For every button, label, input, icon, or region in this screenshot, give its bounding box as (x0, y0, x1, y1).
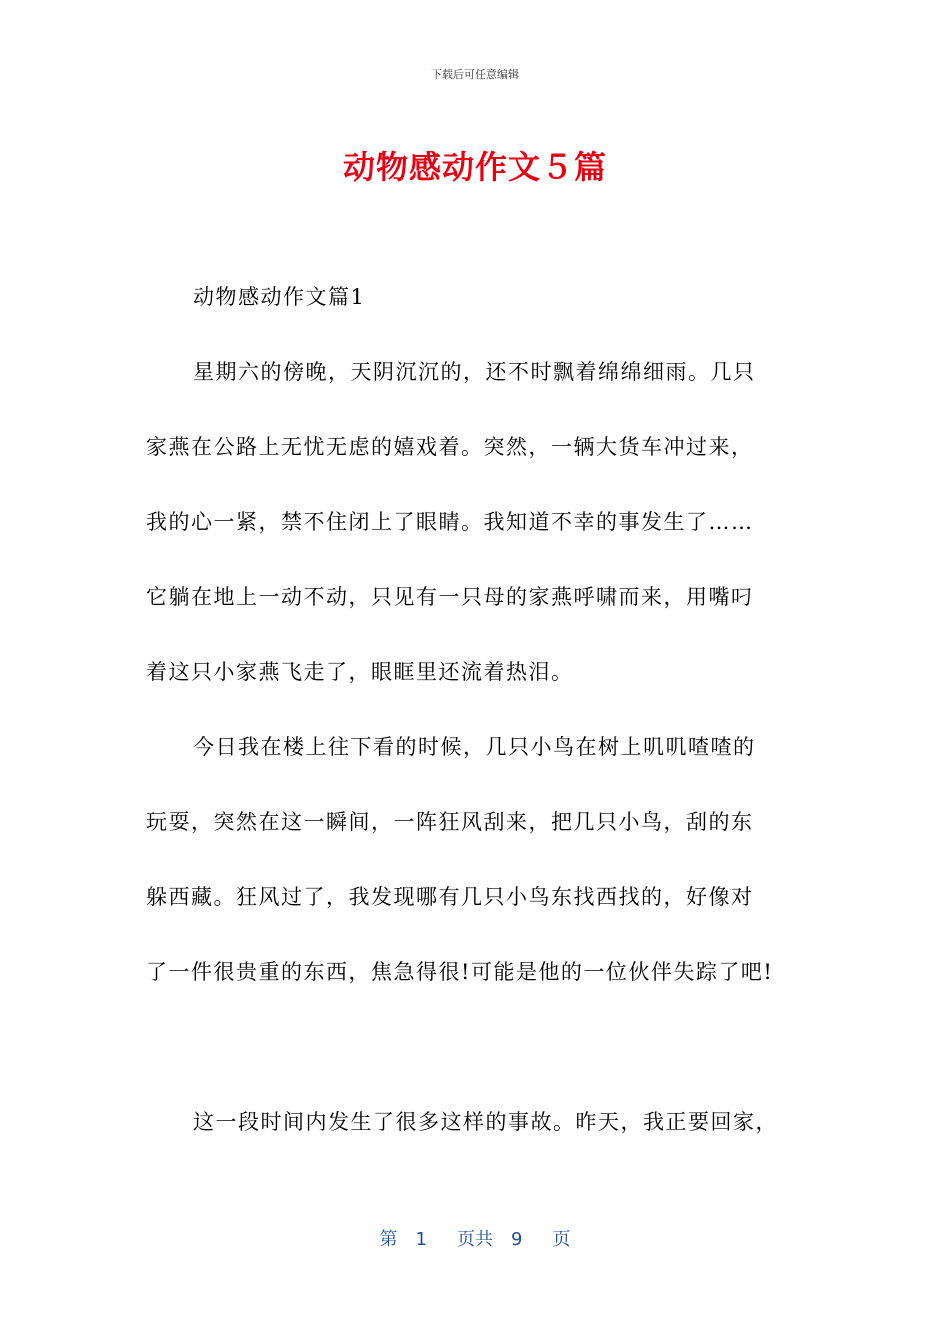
body-line: 它躺在地上一动不动，只见有一只母的家燕呼啸而来，用嘴叼 (146, 585, 754, 609)
footer-prefix: 第 (379, 1229, 398, 1250)
footer-page-number: 1 (415, 1229, 427, 1250)
body-line: 着这只小家燕飞走了，眼眶里还流着热泪。 (146, 660, 574, 684)
body-line: 家燕在公路上无忧无虑的嬉戏着。突然，一辆大货车冲过来， (146, 435, 754, 459)
header-note: 下载后可任意编辑 (431, 68, 519, 81)
body-line: 动物感动作文篇1 (193, 285, 366, 309)
document-body (146, 260, 806, 1160)
body-line: 这一段时间内发生了很多这样的事故。昨天，我正要回家， (193, 1110, 778, 1134)
body-line: 了一件很贵重的东西，焦急得很!可能是他的一位伙伴失踪了吧! (146, 960, 774, 984)
body-line (146, 1010, 806, 1085)
body-line: 今日我在楼上往下看的时候，几只小鸟在树上叽叽喳喳的 (193, 735, 756, 759)
body-line: 我的心一紧，禁不住闭上了眼睛。我知道不幸的事发生了…… (146, 510, 754, 534)
body-line: 躲西藏。狂风过了，我发现哪有几只小鸟东找西找的，好像对 (146, 885, 754, 909)
footer-suffix: 页 (552, 1229, 571, 1250)
page-footer (0, 1225, 950, 1251)
footer-total-pages: 9 (511, 1229, 523, 1250)
document-title: 动物感动作文５篇 (342, 148, 607, 186)
footer-middle: 页共 (457, 1229, 493, 1250)
body-line: 玩耍，突然在这一瞬间，一阵狂风刮来，把几只小鸟，刮的东 (146, 810, 754, 834)
body-line: 星期六的傍晚，天阴沉沉的，还不时飘着绵绵细雨。几只 (193, 360, 756, 384)
